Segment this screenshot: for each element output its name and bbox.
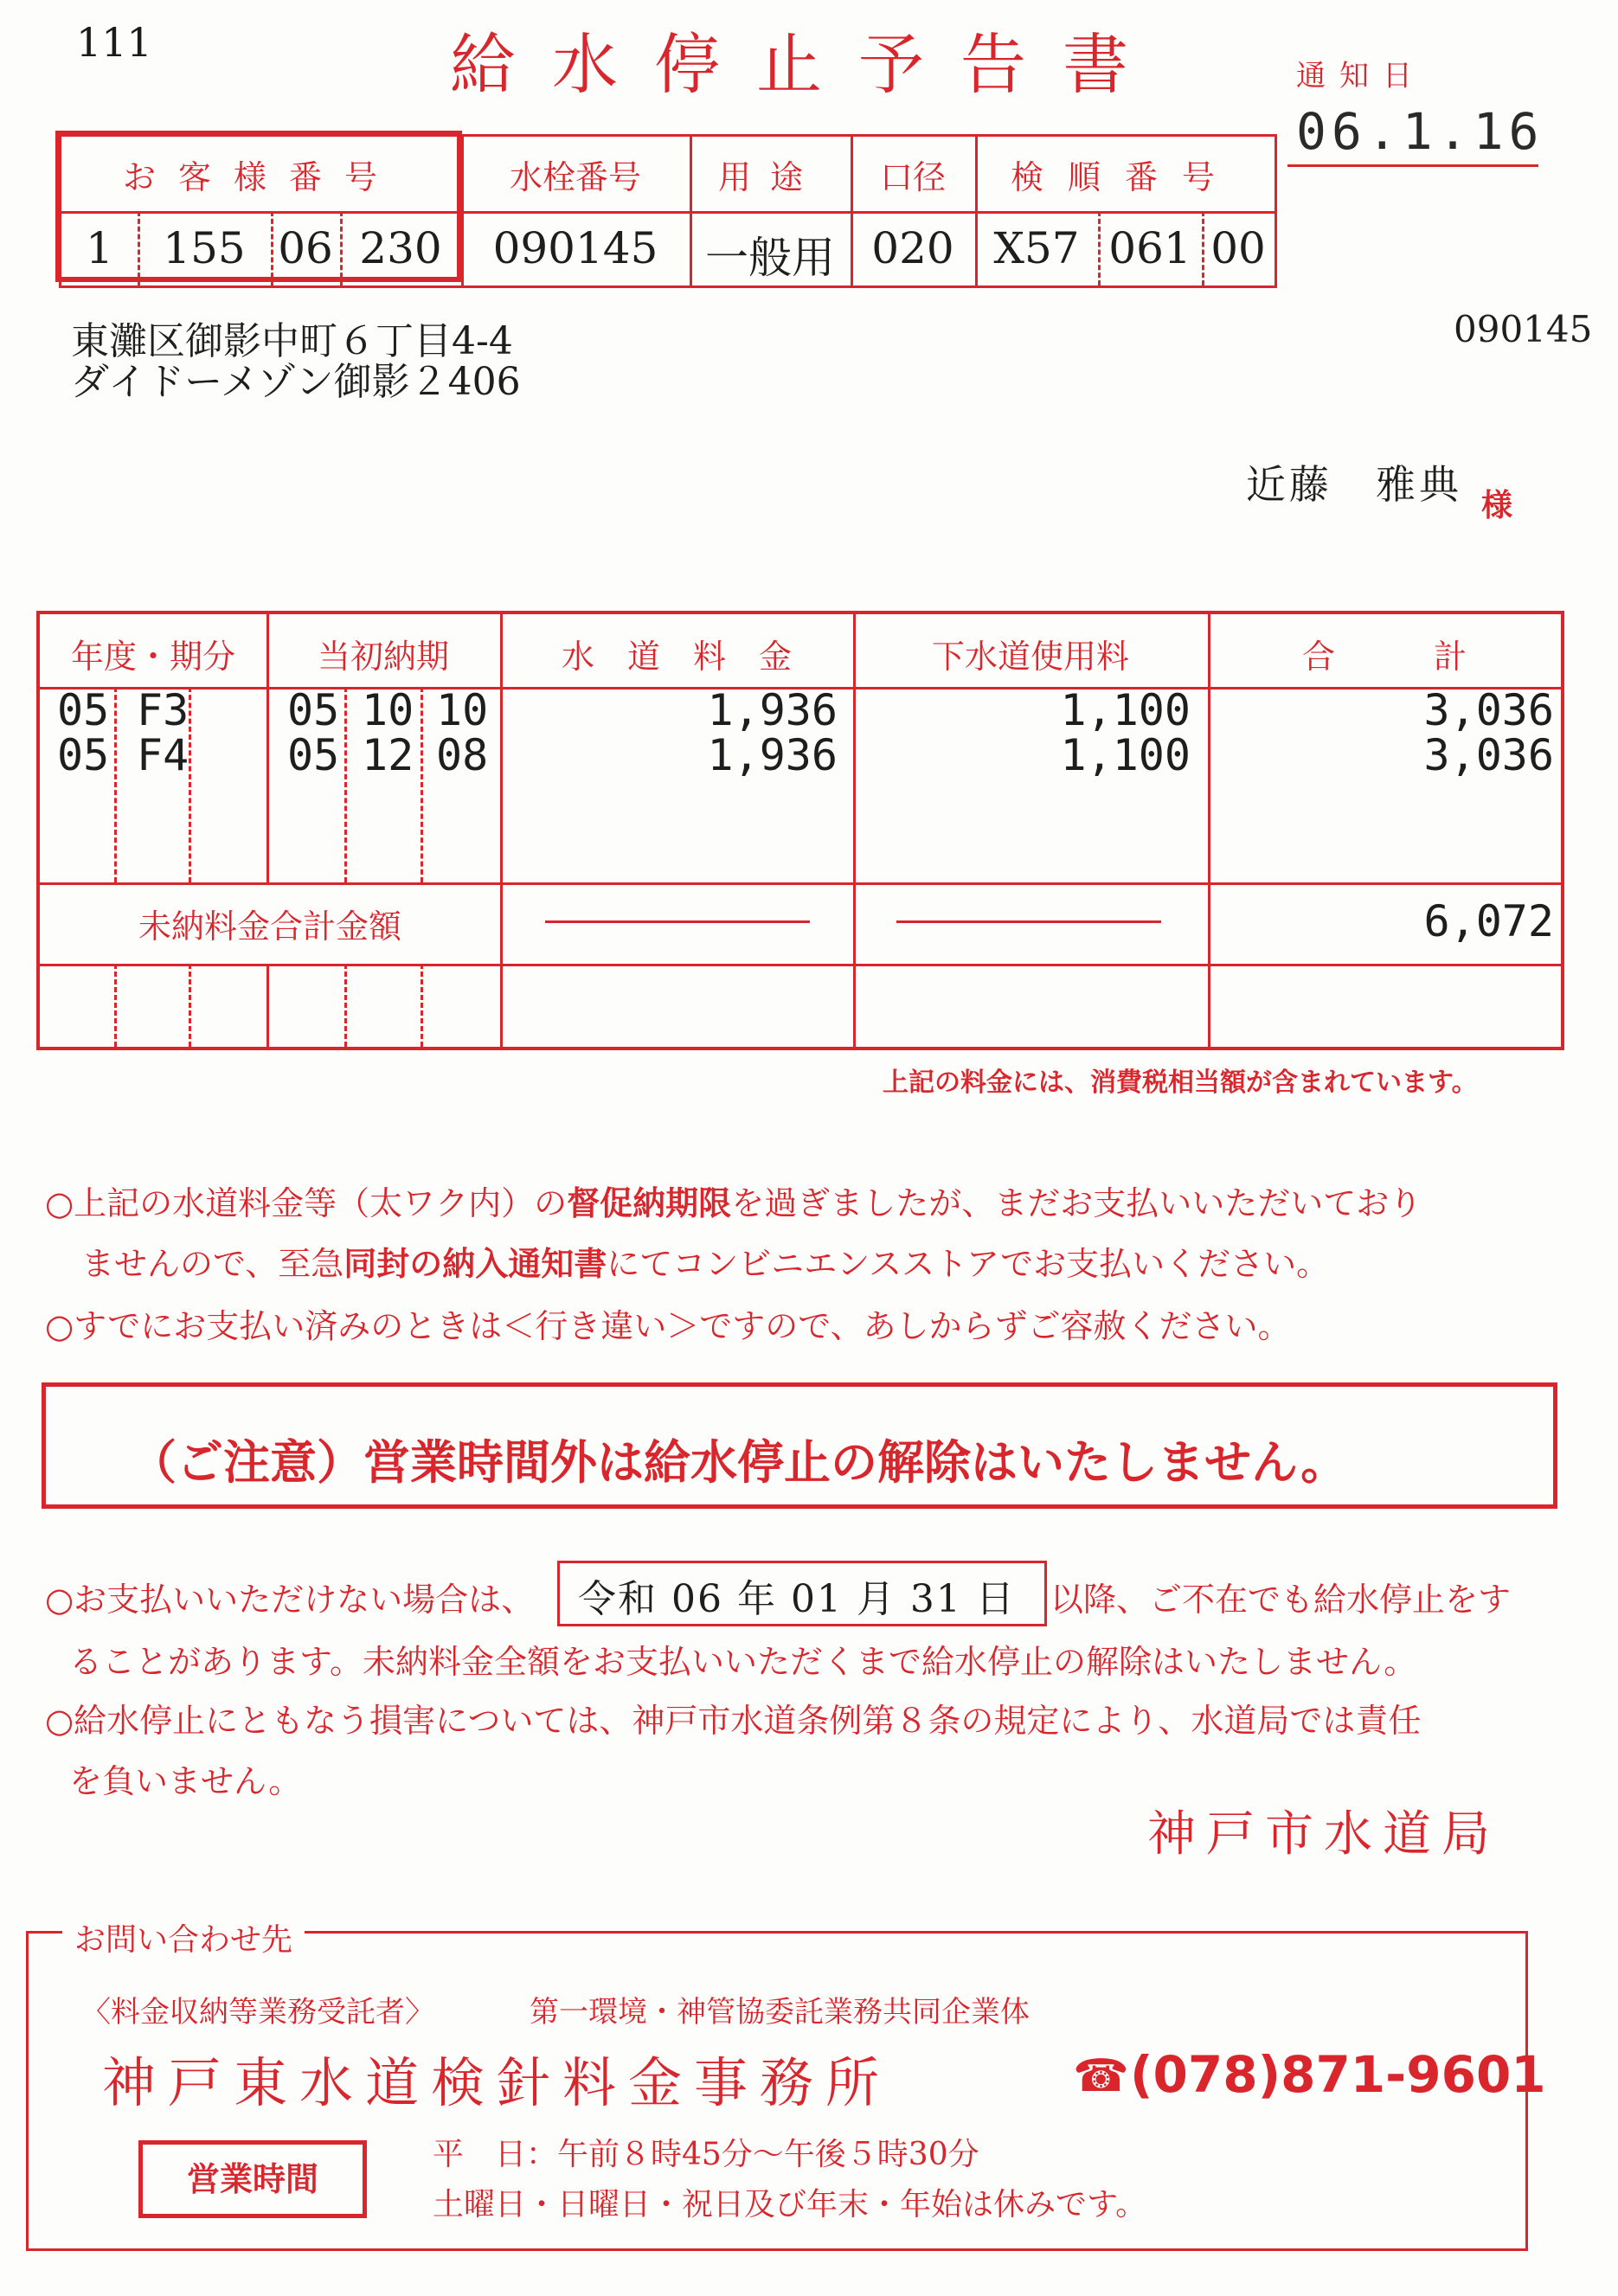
meter-reference: 090145 <box>1454 308 1593 350</box>
period-header: 年度・期分 <box>70 638 235 676</box>
column-divider <box>189 687 191 882</box>
sewer-fee-empty-dash <box>896 920 1161 923</box>
caution-text: （ご注意）営業時間外は給水停止の解除はいたしません。 <box>130 1435 1348 1490</box>
phone-number[interactable]: (078)871-9601 <box>1130 2045 1546 2104</box>
table-divider <box>40 882 1561 885</box>
honorific: 様 <box>1481 487 1513 523</box>
notice-date-underline <box>1287 164 1538 167</box>
row-due-year: 05 <box>287 730 340 780</box>
column-divider <box>114 687 117 882</box>
water-fee-header: 水 道 料 金 <box>561 638 792 676</box>
customer-number-part: 1 <box>86 223 113 273</box>
telephone-icon: ☎ <box>1073 2050 1129 2102</box>
unpaid-total-amount: 6,072 <box>1423 896 1554 946</box>
row-due-day: 10 <box>436 685 489 735</box>
row-due-month: 12 <box>362 730 414 780</box>
notice-text: ませんので、至急 <box>81 1245 344 1283</box>
row-due-day: 08 <box>436 730 489 780</box>
inspection-number-part: 061 <box>1108 223 1191 273</box>
row-water-fee: 1,936 <box>707 685 838 735</box>
address-line-2: ダイドーメゾン御影２406 <box>71 360 521 404</box>
row-sewer-fee: 1,100 <box>1060 685 1191 735</box>
stop-date: 令和 06 年 01 月 31 日 <box>578 1577 1016 1621</box>
document-title: 給水停止予告書 <box>450 26 1165 103</box>
row-term: F3 <box>137 685 189 735</box>
notice-paragraph-4-cont: を負いません。 <box>69 1762 302 1800</box>
column-divider <box>853 614 856 1047</box>
closed-days: 土曜日・日曜日・祝日及び年末・年始は休みです。 <box>433 2187 1147 2222</box>
total-header: 合 計 <box>1301 638 1467 676</box>
column-divider <box>189 964 191 1047</box>
customer-number-highlight-box <box>55 131 462 282</box>
row-due-month: 10 <box>362 685 414 735</box>
notice-text: にてコンビニエンスストアでお支払いください。 <box>607 1245 1330 1283</box>
notice-text: を過ぎましたが、まだお支払いいただいており <box>731 1184 1422 1222</box>
notice-paragraph-1-cont <box>81 1237 1329 1285</box>
column-divider <box>344 687 347 882</box>
notice-paragraph-4: ○給水停止にともなう損害については、神戸市水道条例第８条の規定により、水道局では責任 <box>45 1702 1422 1740</box>
notice-text: ○上記の水道料金等（太ワク内）の <box>45 1184 568 1222</box>
office-name: 神戸東水道検針料金事務所 <box>102 2051 892 2114</box>
column-divider <box>1208 614 1210 1047</box>
column-divider <box>421 687 423 882</box>
inspection-number-part: X57 <box>993 223 1080 273</box>
customer-number-part: 155 <box>163 223 246 273</box>
charges-table <box>36 611 1564 1050</box>
row-water-fee: 1,936 <box>707 730 838 780</box>
contractor-name: 第一環境・神管協委託業務共同企業体 <box>530 1995 1030 2030</box>
sewer-fee-header: 下水道使用料 <box>931 638 1129 676</box>
notice-paragraph-3: ○お支払いいただけない場合は、 <box>45 1581 535 1619</box>
usage-value: 一般用 <box>705 233 835 283</box>
meter-number: 090145 <box>492 223 658 273</box>
issuer-name: 神戸市水道局 <box>1147 1806 1500 1863</box>
diameter-value: 020 <box>871 223 954 273</box>
notice-paragraph-3-tail: 以降、ご不在でも給水停止をす <box>1050 1581 1512 1619</box>
column-divider <box>266 964 269 1047</box>
notice-paragraph-1 <box>45 1177 1422 1224</box>
column-divider <box>114 964 117 1047</box>
row-sewer-fee: 1,100 <box>1060 730 1191 780</box>
inspection-number-part: 00 <box>1210 223 1266 273</box>
address-line-1: 東灘区御影中町６丁目4-4 <box>71 319 513 363</box>
meter-number-header: 水栓番号 <box>509 158 641 196</box>
document-number: 111 <box>76 19 152 66</box>
column-divider <box>344 964 347 1047</box>
row-total: 3,036 <box>1423 730 1554 780</box>
row-total: 3,036 <box>1423 685 1554 735</box>
unpaid-total-label: 未納料金合計金額 <box>138 907 401 946</box>
customer-number-part: 06 <box>278 223 333 273</box>
notice-date: 06.1.16 <box>1296 102 1544 161</box>
weekday-hours: 平 日：午前８時45分～午後５時30分 <box>433 2137 979 2172</box>
row-term: F4 <box>137 730 189 780</box>
usage-header: 用途 <box>717 158 822 196</box>
notice-paragraph-3-cont: ることがあります。未納料金全額をお支払いいただくまで給水停止の解除はいたしません。 <box>69 1643 1417 1681</box>
column-divider <box>421 964 423 1047</box>
tax-note: 上記の料金には、消費税相当額が含まれています。 <box>883 1068 1478 1098</box>
contractor-label: 〈料金収納等業務受託者〉 <box>81 1995 434 2030</box>
notice-emphasis: 督促納期限 <box>567 1184 732 1222</box>
row-due-year: 05 <box>287 685 340 735</box>
diameter-header: 口径 <box>879 158 946 196</box>
customer-number-part: 230 <box>359 223 442 273</box>
notice-paragraph-2: ○すでにお支払い済みのときは＜行き違い＞ですので、あしからずご容赦ください。 <box>45 1307 1291 1345</box>
notice-date-label: 通知日 <box>1296 59 1426 93</box>
customer-name: 近藤 雅典 <box>1246 461 1462 508</box>
contact-heading: お問い合わせ先 <box>62 1915 305 1959</box>
customer-number-header: お客様番号 <box>122 158 400 196</box>
water-fee-empty-dash <box>545 920 810 923</box>
row-year: 05 <box>57 685 110 735</box>
column-divider <box>500 614 503 1047</box>
inspection-number-header: 検順番号 <box>1010 158 1239 196</box>
original-due-header: 当初納期 <box>317 638 449 676</box>
business-hours-label: 営業時間 <box>138 2140 367 2218</box>
row-year: 05 <box>57 730 110 780</box>
notice-emphasis: 同封の納入通知書 <box>344 1245 607 1283</box>
